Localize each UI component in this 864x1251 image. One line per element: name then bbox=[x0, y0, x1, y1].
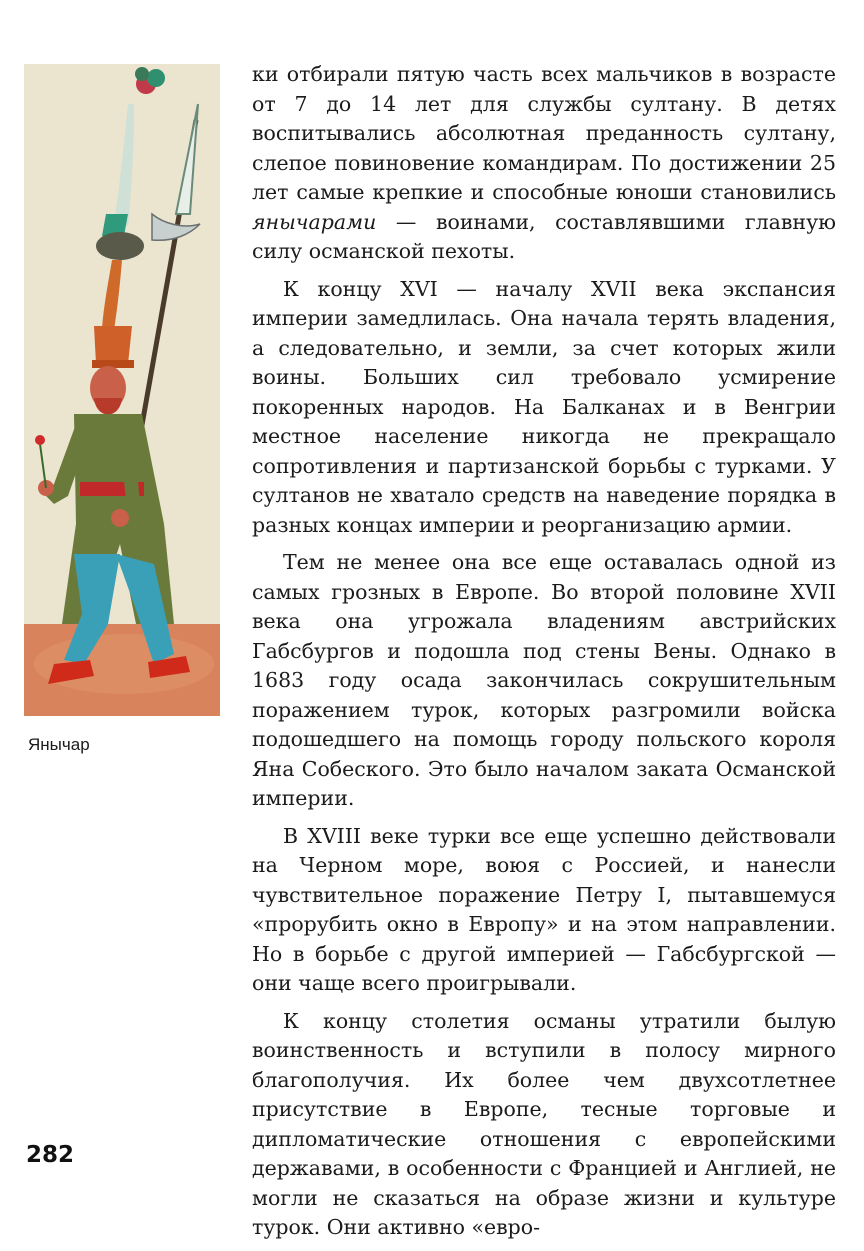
paragraph-1 bbox=[252, 60, 836, 267]
page-number: 282 bbox=[26, 1142, 75, 1168]
paragraph-1-end: — воинами, составлявшими главную силу османской пехоты. bbox=[252, 209, 836, 263]
main-text bbox=[252, 60, 836, 1251]
term-janissaries: янычарами bbox=[252, 209, 377, 234]
janissary-illustration bbox=[24, 64, 220, 716]
figure-caption: Янычар bbox=[28, 735, 90, 754]
paragraph-2: К концу XVI — началу XVII века экспансия империи замедлилась. Она начала терять владения, а следовательно, и земли, за счет которых жили воины. Больших сил требовало усмирение покоренных народов. На Балканах и в Венгрии местное население никогда не прекращало сопротивления и партизанской борьбы с турками. У султанов не хватало средств на наведение порядка в разных концах империи и реорганизацию армии. bbox=[252, 276, 836, 537]
janissary-picture bbox=[24, 64, 220, 716]
paragraph-5: К концу столетия османы утратили былую воинственность и вступили в полосу мирного благополучия. Их более чем двухсотлетнее присутствие в Европе, тесные торговые и дипломатические отношения с европейскими державами, в особенности с Францией и Англией, не могли не сказаться на образе жизни и культуре турок. Они активно «евро- bbox=[252, 1008, 836, 1239]
paragraph-3: Тем не менее она все еще оставалась одной из самых грозных в Европе. Во второй половине XVII века она угрожала владениям австрийских Габсбургов и подошла под стены Вены. Однако в 1683 году осада закончилась сокрушительным поражением турок, которых разгромили войска подошедшего на помощь городу польского короля Яна Собеского. Это было началом заката Османской империи. bbox=[252, 550, 836, 810]
paragraph-1-text: ки отбирали пятую часть всех мальчиков в возрасте от 7 до 14 лет для службы султану. В детях воспитывались абсолютная преданность султану, слепое повиновение командирам. По достижении 25 лет самые крепкие и способные юноши становились bbox=[252, 62, 836, 204]
paragraph-4: В XVIII веке турки все еще успешно действовали на Черном море, воюя с Россией, и нанесли чувствительное поражение Петру I, пытавшемуся «прорубить окно в Европу» и на этом направлении. Но в борьбе с другой империей — Габсбургской — они чаще всего проигрывали. bbox=[252, 823, 836, 995]
